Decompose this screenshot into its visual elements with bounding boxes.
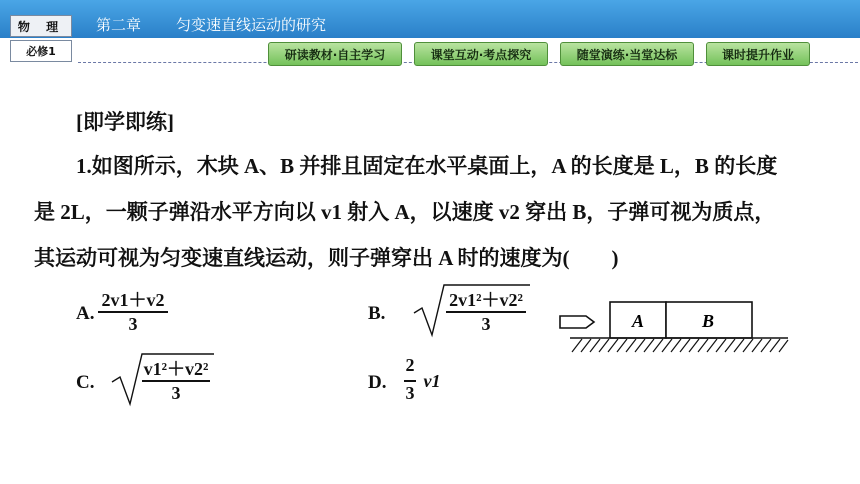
tab-class-interaction[interactable]: 课堂互动·考点探究 (414, 42, 548, 66)
option-d-tail: v1 (423, 371, 441, 391)
tab-practice[interactable]: 随堂演练·当堂达标 (560, 42, 694, 66)
option-a-denominator: 3 (128, 314, 138, 334)
section-title: [即学即练] (76, 110, 174, 134)
option-c-numerator: v1²＋v2² (143, 359, 209, 379)
chapter-title: 匀变速直线运动的研究 (176, 16, 327, 34)
option-d-denominator: 3 (405, 383, 415, 403)
option-a-fraction-bar (98, 311, 168, 313)
question-line-3: 其运动可视为匀变速直线运动，则子弹穿出 A 时的速度为( ) (34, 246, 619, 270)
option-a-numerator: 2v1＋v2 (101, 290, 165, 310)
tab-self-study[interactable]: 研读教材·自主学习 (268, 42, 402, 66)
option-d-numerator: 2 (405, 355, 415, 375)
option-b-denominator: 3 (481, 314, 491, 334)
option-c-fraction-bar (142, 380, 210, 382)
option-b-label[interactable]: B. (368, 303, 386, 324)
question-number: 1. (76, 154, 92, 178)
block-b-label: B (702, 311, 715, 331)
option-c-denominator: 3 (171, 383, 181, 403)
option-b-fraction-bar (446, 311, 526, 313)
option-d-fraction-bar (404, 380, 416, 382)
question-line-2: 是 2L，一颗子弹沿水平方向以 v1 射入 A，以速度 v2 穿出 B，子弹可视为质点， (34, 200, 776, 224)
option-a-label[interactable]: A. (76, 303, 95, 324)
question-text-1: 如图所示，木块 A、B 并排且固定在水平桌面上，A 的长度是 L，B 的长度 (91, 154, 778, 178)
option-b-numerator: 2v1²＋v2² (449, 290, 523, 310)
module-label: 必修1 (10, 40, 72, 62)
option-d-label[interactable]: D. (368, 372, 387, 393)
bullet-icon (560, 316, 594, 328)
question-line-1 (76, 150, 777, 180)
physics-figure (556, 296, 792, 360)
chapter-label: 第二章 (96, 16, 142, 34)
subject-label: 物 理 (10, 15, 72, 37)
table-hatching (572, 339, 788, 352)
block-a-label: A (632, 311, 645, 331)
option-c-label[interactable]: C. (76, 372, 95, 393)
tab-homework[interactable]: 课时提升作业 (706, 42, 810, 66)
